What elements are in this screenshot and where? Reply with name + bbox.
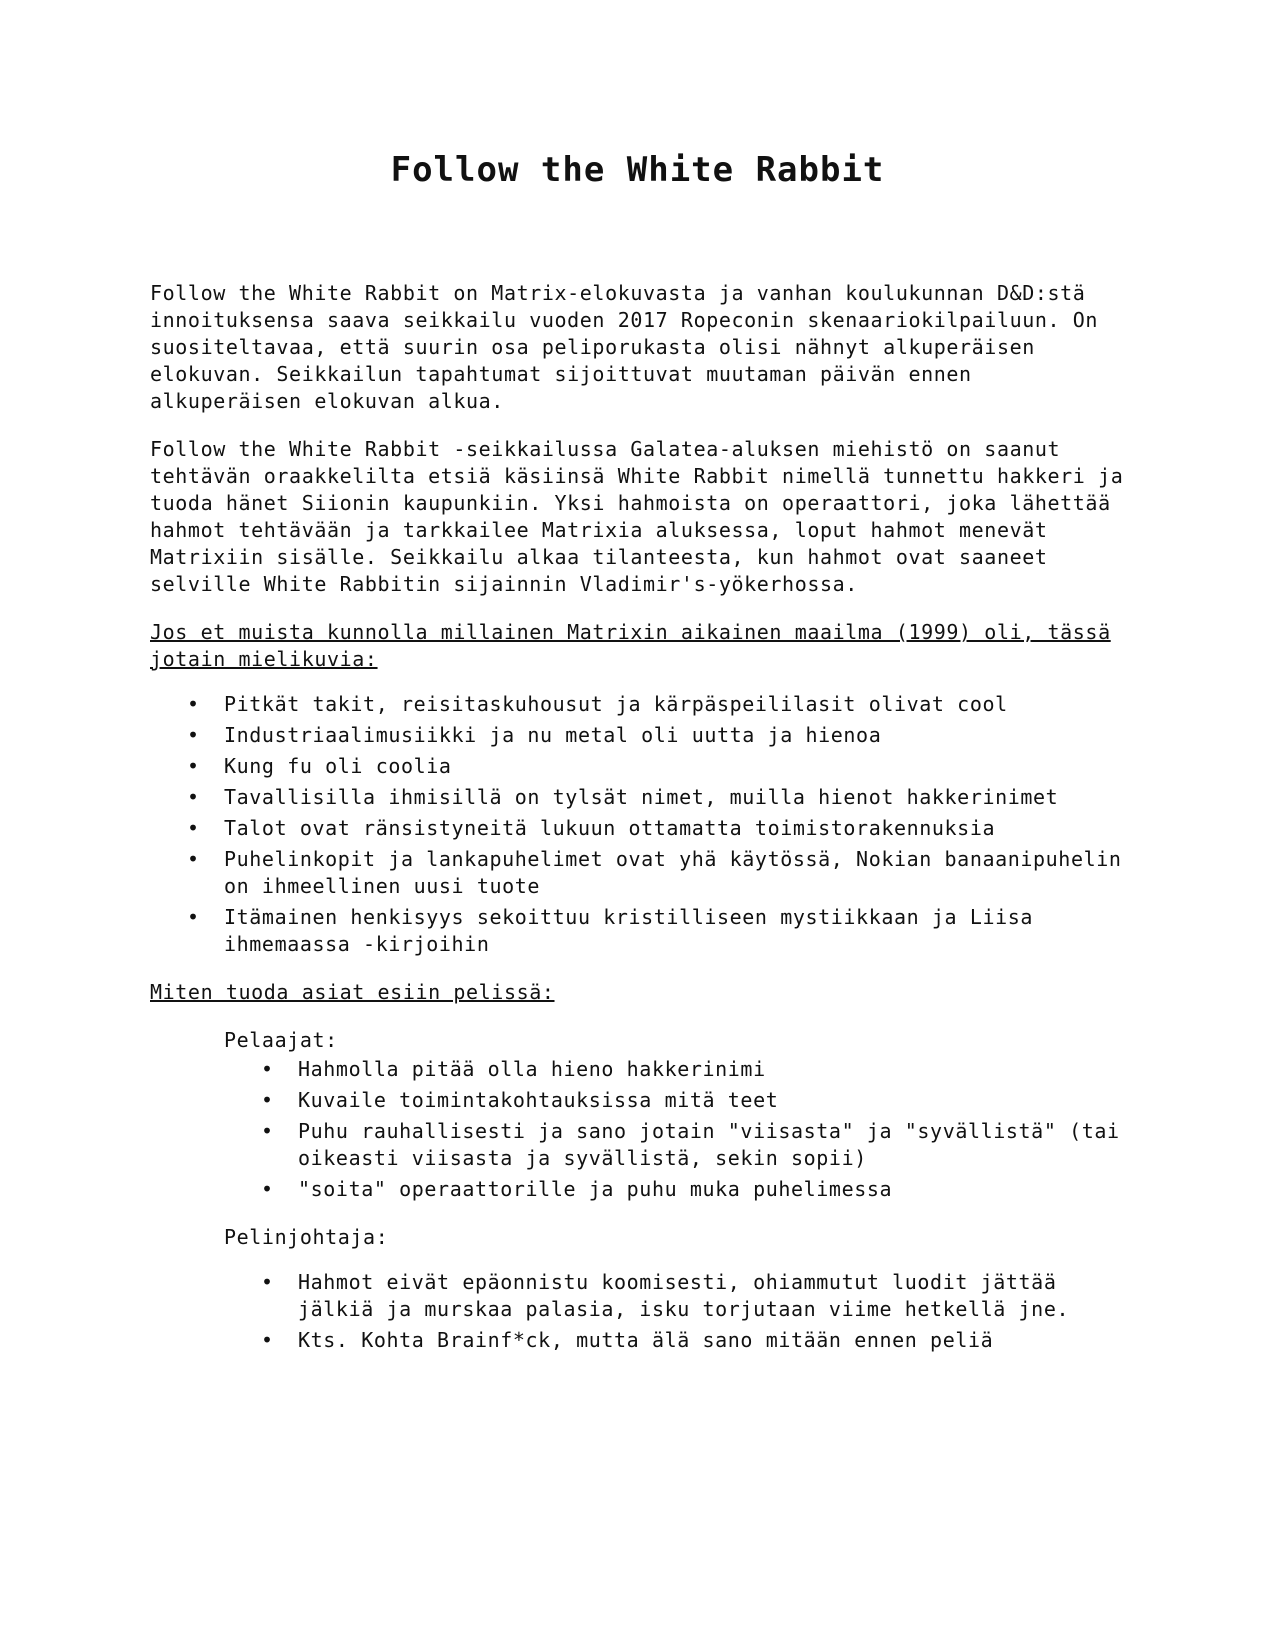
section-heading-world: Jos et muista kunnolla millainen Matrixin aikainen maailma (1999) oli, tässä jotain mielikuvia: <box>150 620 1111 671</box>
list-item: • Talot ovat ränsistyneitä lukuun ottamatta toimistorakennuksia <box>150 815 1130 842</box>
list-item: • Tavallisilla ihmisillä on tylsät nimet, muilla hienot hakkerinimet <box>150 784 1130 811</box>
intro-paragraph-1: Follow the White Rabbit on Matrix-elokuvasta ja vanhan koulukunnan D&D:stä innoituksensa saava seikkailu vuoden 2017 Ropeconin skenaariokilpailuun. On suositeltavaa, että suurin osa peliporukasta olisi nähnyt alkuperäisen elokuvan. Seikkailun tapahtumat sijoittuvat muutaman päivän ennen alkuperäisen elokuvan alkua. <box>150 281 1099 413</box>
list-item: • Puhu rauhallisesti ja sano jotain "viisasta" ja "syvällistä" (tai oikeasti viisasta ja syvällistä, sekin sopii) <box>224 1118 1130 1172</box>
list-item: • Kuvaile toimintakohtauksissa mitä teet <box>224 1087 1130 1114</box>
list-item: • "soita" operaattorille ja puhu muka puhelimessa <box>224 1176 1130 1203</box>
list-item: • Puhelinkopit ja lankapuhelimet ovat yhä käytössä, Nokian banaanipuhelin on ihmeellinen uusi tuote <box>150 846 1130 900</box>
list-item: • Itämainen henkisyys sekoittuu kristilliseen mystiikkaan ja Liisa ihmemaassa -kirjoihin <box>150 904 1130 958</box>
gm-section <box>150 1224 1130 1251</box>
document-body <box>150 280 1130 1358</box>
list-item: • Hahmolla pitää olla hieno hakkerinimi <box>224 1056 1130 1083</box>
list-item: • Kung fu oli coolia <box>150 753 1130 780</box>
players-bullet-list <box>150 1056 1130 1203</box>
players-section <box>150 1027 1130 1054</box>
gm-bullet-list <box>150 1269 1130 1354</box>
list-item: • Kts. Kohta Brainf*ck, mutta älä sano mitään ennen peliä <box>224 1327 1130 1354</box>
list-item: • Hahmot eivät epäonnistu koomisesti, ohiammutut luodit jättää jälkiä ja murskaa palasia, isku torjutaan viime hetkellä jne. <box>224 1269 1130 1323</box>
intro-paragraph-2: Follow the White Rabbit -seikkailussa Galatea-aluksen miehistö on saanut tehtävän oraakkelilta etsiä käsiinsä White Rabbit nimellä tunnettu hakkeri ja tuoda hänet Siionin kaupunkiin. Yksi hahmoista on operaattori, joka lähettää hahmot tehtävään ja tarkkailee Matrixia aluksessa, loput hahmot menevät Matrixiin sisälle. Seikkailu alkaa tilanteesta, kun hahmot ovat saaneet selville White Rabbitin sijainnin Vladimir's-yökerhossa. <box>150 437 1124 596</box>
world-bullet-list <box>150 683 1130 958</box>
list-item: • Pitkät takit, reisitaskuhousut ja kärpäspeililasit olivat cool <box>150 691 1130 718</box>
list-item: • Industriaalimusiikki ja nu metal oli uutta ja hienoa <box>150 722 1130 749</box>
section-heading-howto: Miten tuoda asiat esiin pelissä: <box>150 980 555 1004</box>
players-label: Pelaajat: <box>224 1028 338 1052</box>
gm-label: Pelinjohtaja: <box>224 1225 389 1249</box>
page-title: Follow the White Rabbit <box>390 150 885 190</box>
